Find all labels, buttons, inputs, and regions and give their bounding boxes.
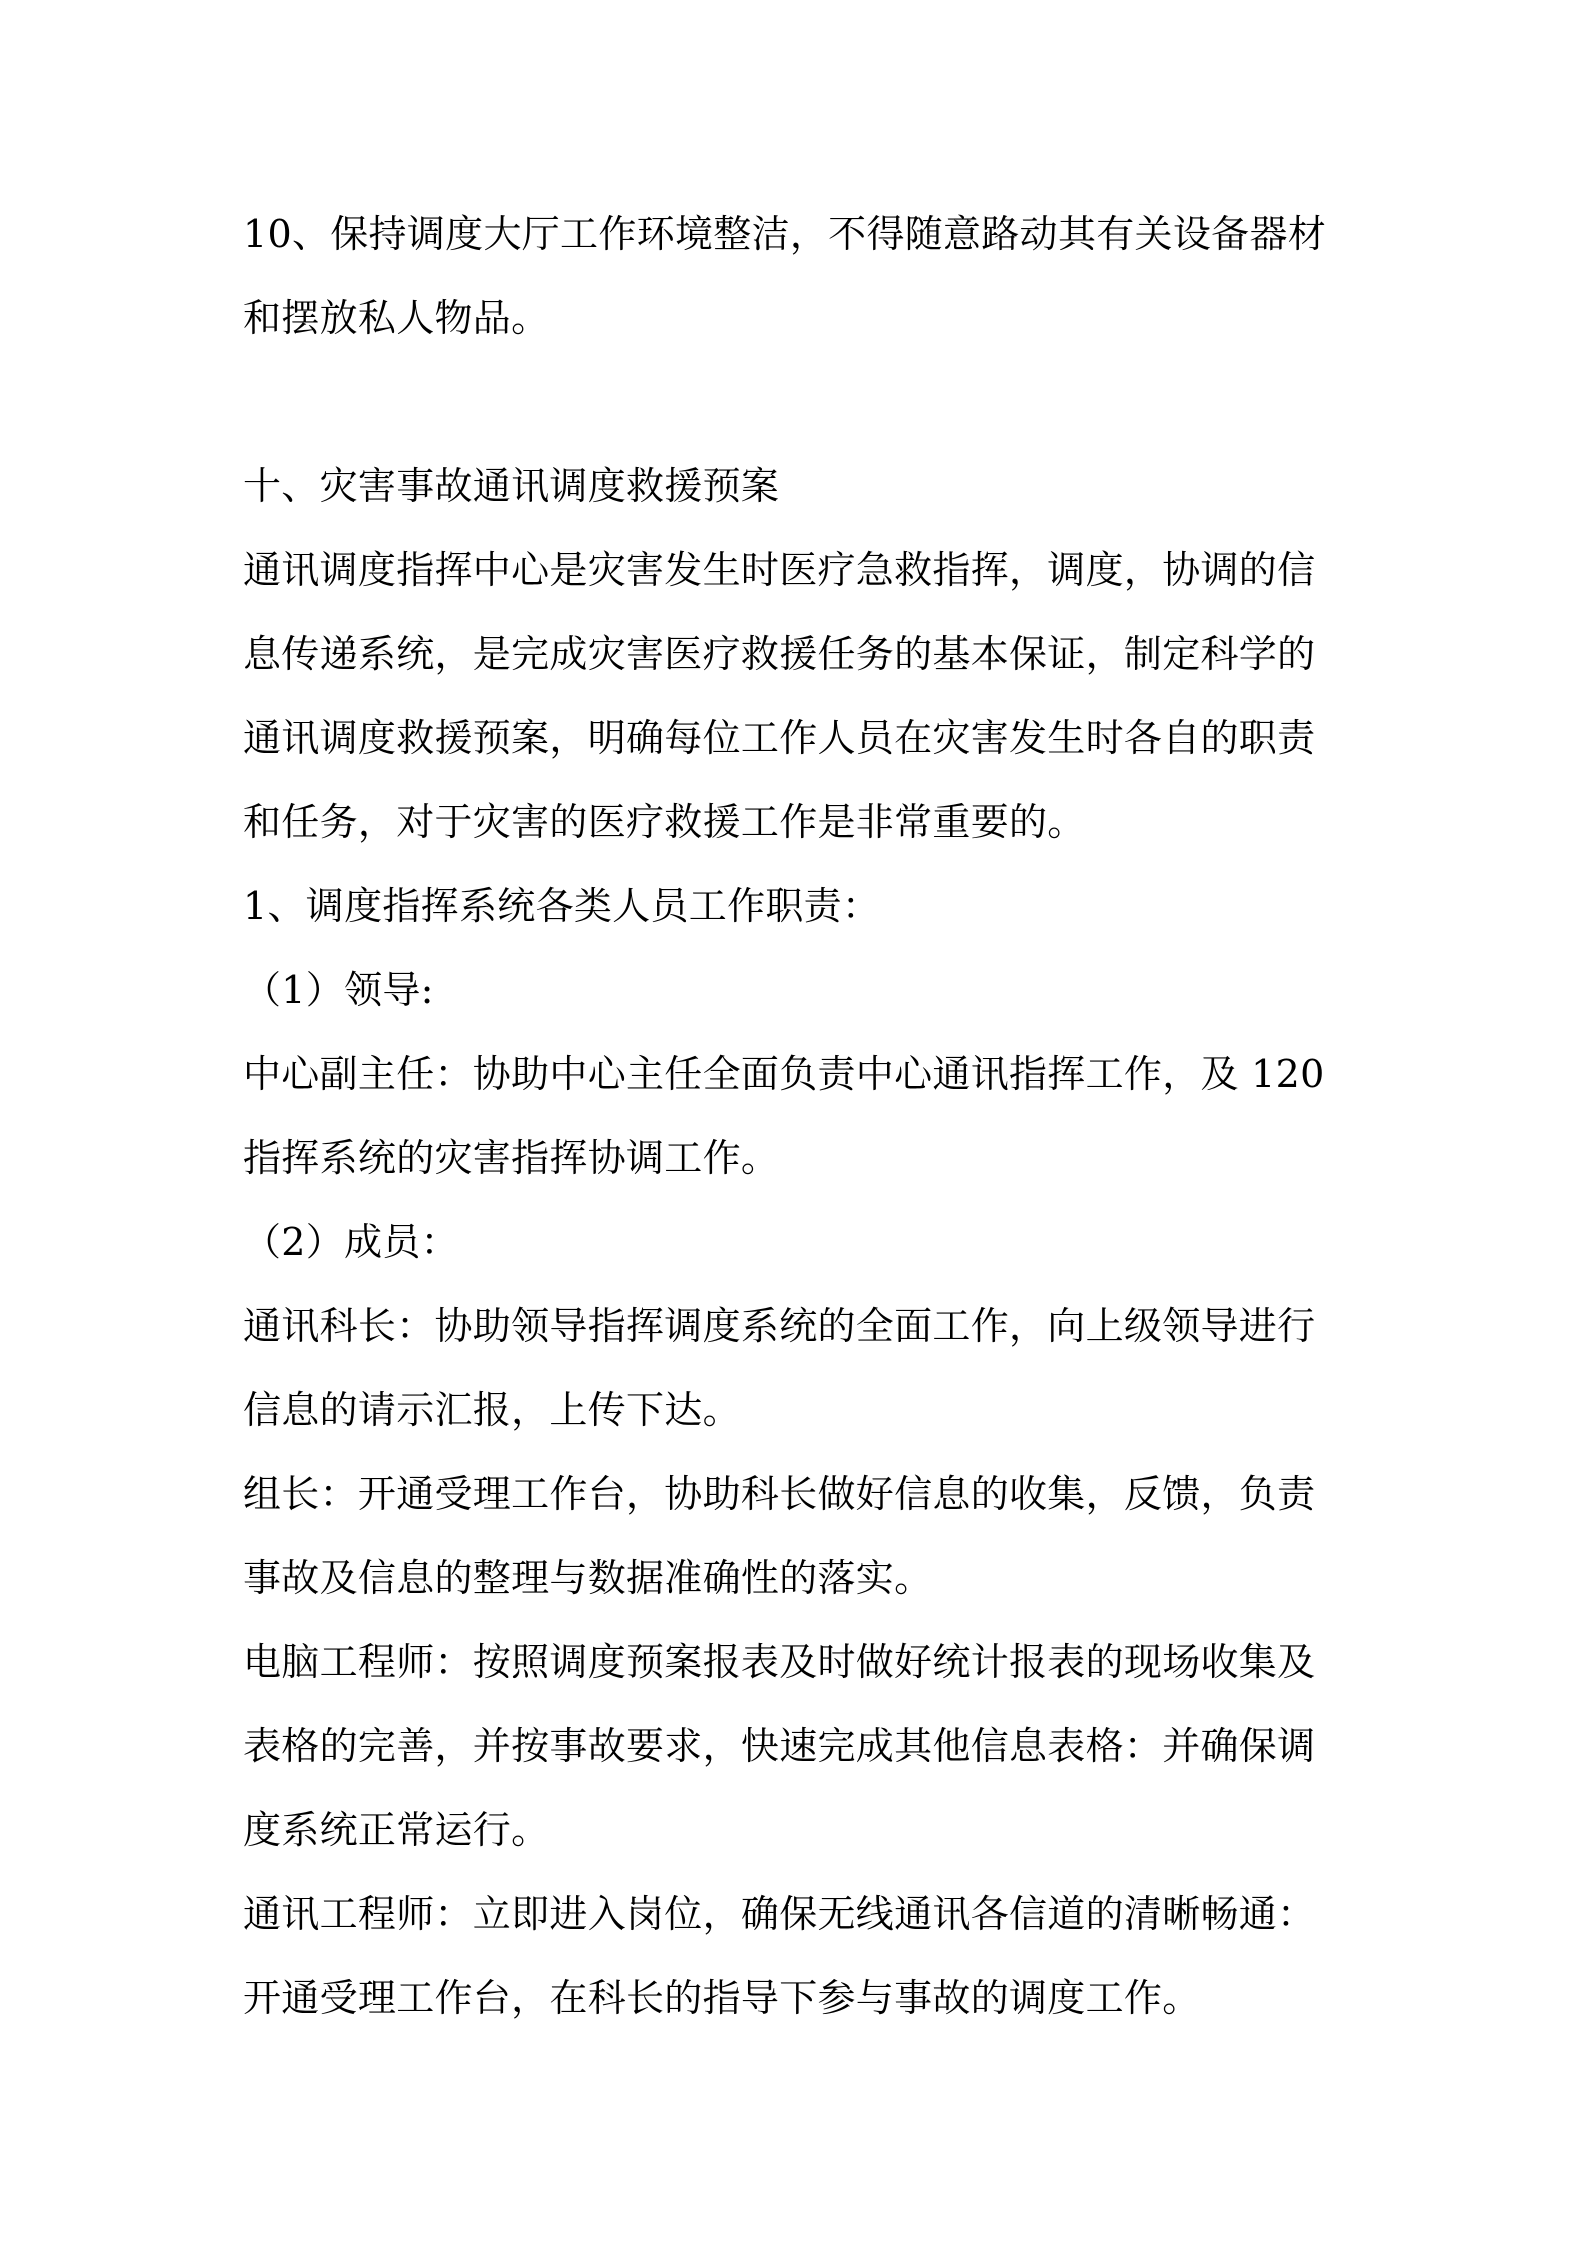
sub-2-heading: （2）成员： — [243, 1220, 459, 1264]
item-1-heading: 1、调度指挥系统各类人员工作职责： — [243, 884, 881, 928]
section-chief-line-1: 通讯科长：协助领导指挥调度系统的全面工作，向上级领导进行 — [243, 1304, 1316, 1348]
section-heading: 十、灾害事故通讯调度救援预案 — [243, 464, 780, 508]
computer-engineer-line-2: 表格的完善，并按事故要求，快速完成其他信息表格：并确保调 — [243, 1724, 1316, 1768]
sub-1-heading: （1）领导: — [243, 968, 434, 1012]
paragraph-10-line-1: 10、保持调度大厅工作环境整洁，不得随意路动其有关设备器材 — [243, 212, 1327, 256]
section-chief-line-2: 信息的请示汇报，上传下达。 — [243, 1388, 741, 1432]
comm-engineer-line-1: 通讯工程师：立即进入岗位，确保无线通讯各信道的清晰畅通： — [243, 1892, 1316, 1936]
computer-engineer-line-3: 度系统正常运行。 — [243, 1808, 550, 1852]
intro-line-4: 和任务，对于灾害的医疗救援工作是非常重要的。 — [243, 800, 1086, 844]
deputy-director-line-2: 指挥系统的灾害指挥协调工作。 — [243, 1136, 780, 1180]
comm-engineer-line-2: 开通受理工作台，在科长的指导下参与事故的调度工作。 — [243, 1976, 1201, 2020]
computer-engineer-line-1: 电脑工程师：按照调度预案报表及时做好统计报表的现场收集及 — [243, 1640, 1316, 1684]
group-leader-line-2: 事故及信息的整理与数据准确性的落实。 — [243, 1556, 933, 1600]
paragraph-10-line-2: 和摆放私人物品。 — [243, 296, 550, 340]
group-leader-line-1: 组长：开通受理工作台，协助科长做好信息的收集，反馈，负责 — [243, 1472, 1316, 1516]
intro-line-1: 通讯调度指挥中心是灾害发生时医疗急救指挥，调度，协调的信 — [243, 548, 1316, 592]
intro-line-2: 息传递系统，是完成灾害医疗救援任务的基本保证，制定科学的 — [243, 632, 1316, 676]
deputy-director-line-1: 中心副主任：协助中心主任全面负责中心通讯指挥工作，及 120 — [243, 1052, 1325, 1096]
intro-line-3: 通讯调度救援预案，明确每位工作人员在灾害发生时各自的职责 — [243, 716, 1316, 760]
